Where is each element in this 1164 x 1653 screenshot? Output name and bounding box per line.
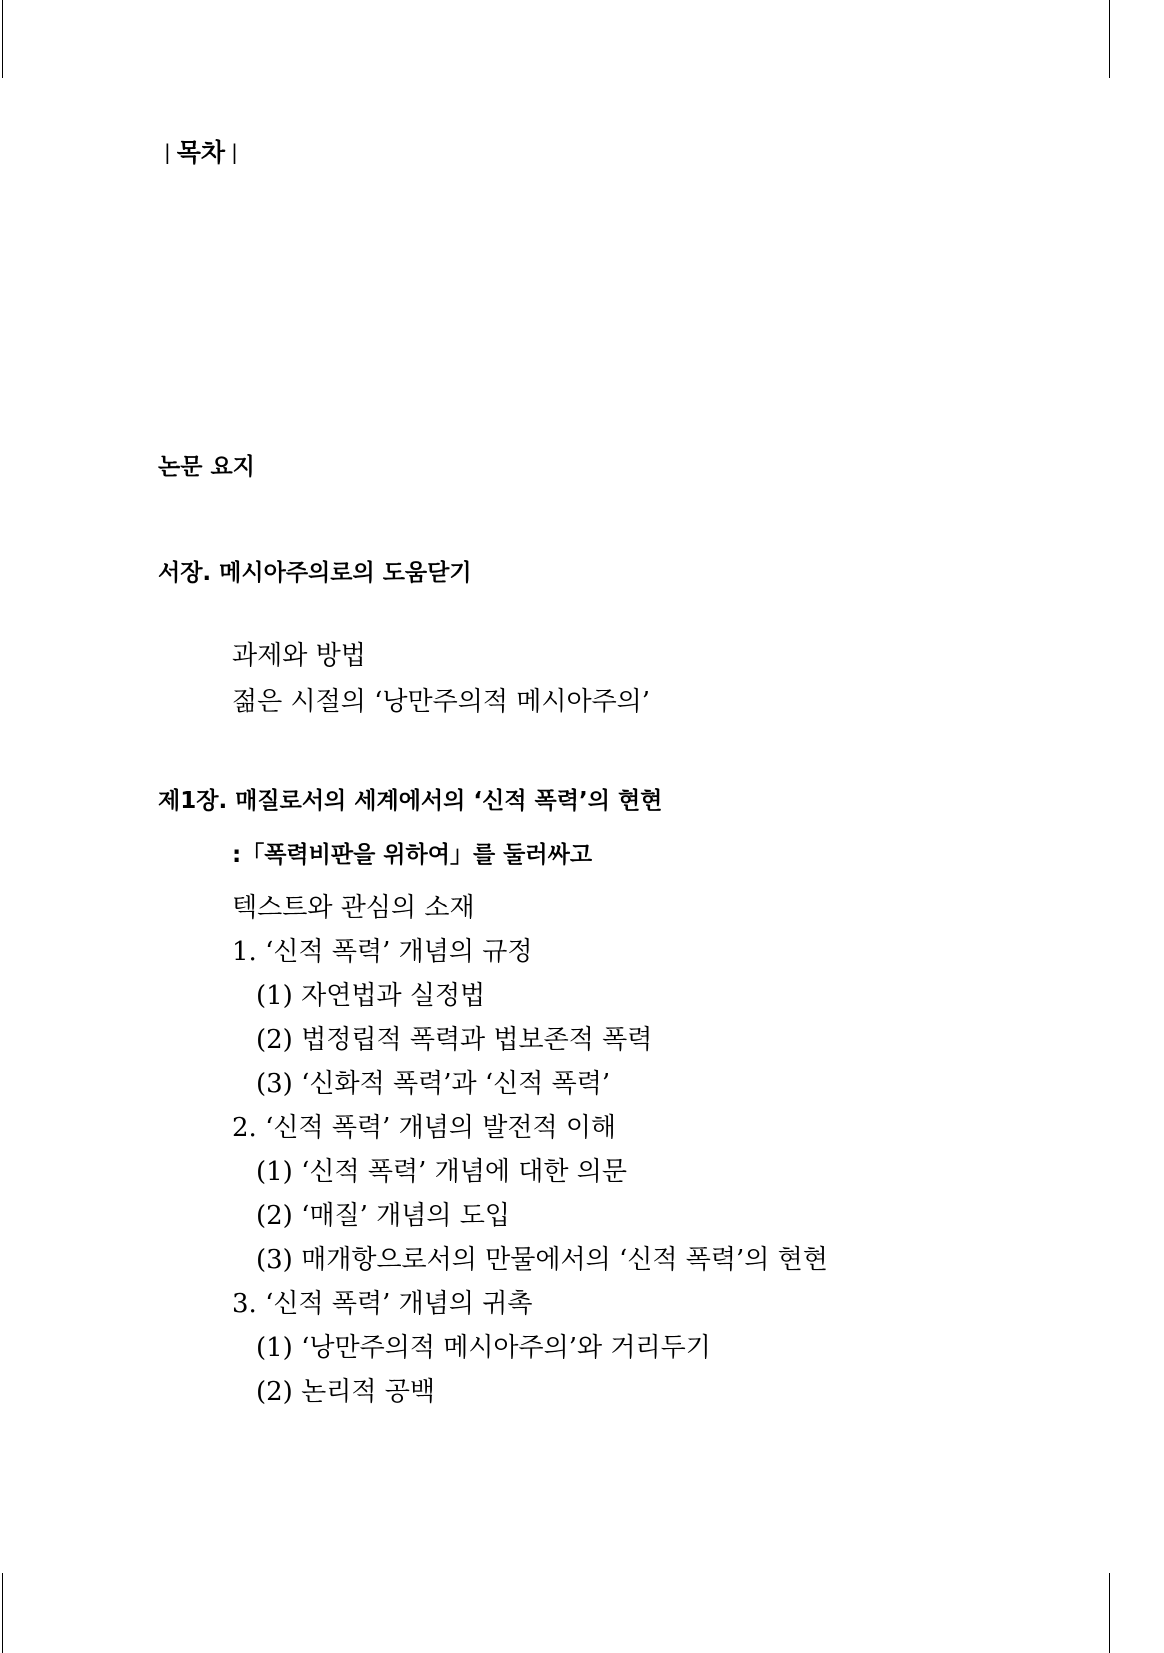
- chapter1-subsection[interactable]: (2) 법정립적 폭력과 법보존적 폭력: [256, 1025, 653, 1055]
- crop-mark-top-right: [1109, 0, 1110, 78]
- chapter1-item[interactable]: 텍스트와 관심의 소재: [232, 893, 475, 923]
- prologue-item[interactable]: 젊은 시절의 ‘낭만주의적 메시아주의’: [232, 687, 651, 717]
- chapter1-section[interactable]: 1. ‘신적 폭력’ 개념의 규정: [232, 937, 533, 967]
- title-bar-right: |: [231, 140, 238, 164]
- prologue-heading[interactable]: 서장. 메시아주의로의 도움닫기: [158, 560, 472, 586]
- chapter1-subsection[interactable]: (3) 매개항으로서의 만물에서의 ‘신적 폭력’의 현현: [256, 1245, 828, 1275]
- chapter1-subsection[interactable]: (3) ‘신화적 폭력’과 ‘신적 폭력’: [256, 1069, 611, 1099]
- abstract-heading[interactable]: 논문 요지: [158, 454, 255, 480]
- toc-title: [158, 133, 244, 169]
- chapter1-heading[interactable]: 제1장. 매질로서의 세계에서의 ‘신적 폭력’의 현현: [158, 788, 663, 814]
- chapter1-section[interactable]: 3. ‘신적 폭력’ 개념의 귀촉: [232, 1289, 533, 1319]
- chapter1-subsection[interactable]: (1) ‘신적 폭력’ 개념에 대한 의문: [256, 1157, 627, 1187]
- crop-mark-bottom-right: [1109, 1573, 1110, 1653]
- crop-mark-top-left: [2, 0, 3, 78]
- chapter1-subtitle: :「폭력비판을 위하여」를 둘러싸고: [232, 842, 593, 868]
- chapter1-subsection[interactable]: (2) 논리적 공백: [256, 1377, 435, 1407]
- prologue-item[interactable]: 과제와 방법: [232, 641, 366, 671]
- toc-title-text: 목차: [176, 138, 226, 167]
- title-bar-left: |: [164, 140, 171, 164]
- chapter1-subsection[interactable]: (1) ‘낭만주의적 메시아주의’와 거리두기: [256, 1333, 711, 1363]
- chapter1-subsection[interactable]: (2) ‘매질’ 개념의 도입: [256, 1201, 510, 1231]
- crop-mark-bottom-left: [2, 1573, 3, 1653]
- chapter1-subsection[interactable]: (1) 자연법과 실정법: [256, 981, 486, 1011]
- chapter1-section[interactable]: 2. ‘신적 폭력’ 개념의 발전적 이해: [232, 1113, 617, 1143]
